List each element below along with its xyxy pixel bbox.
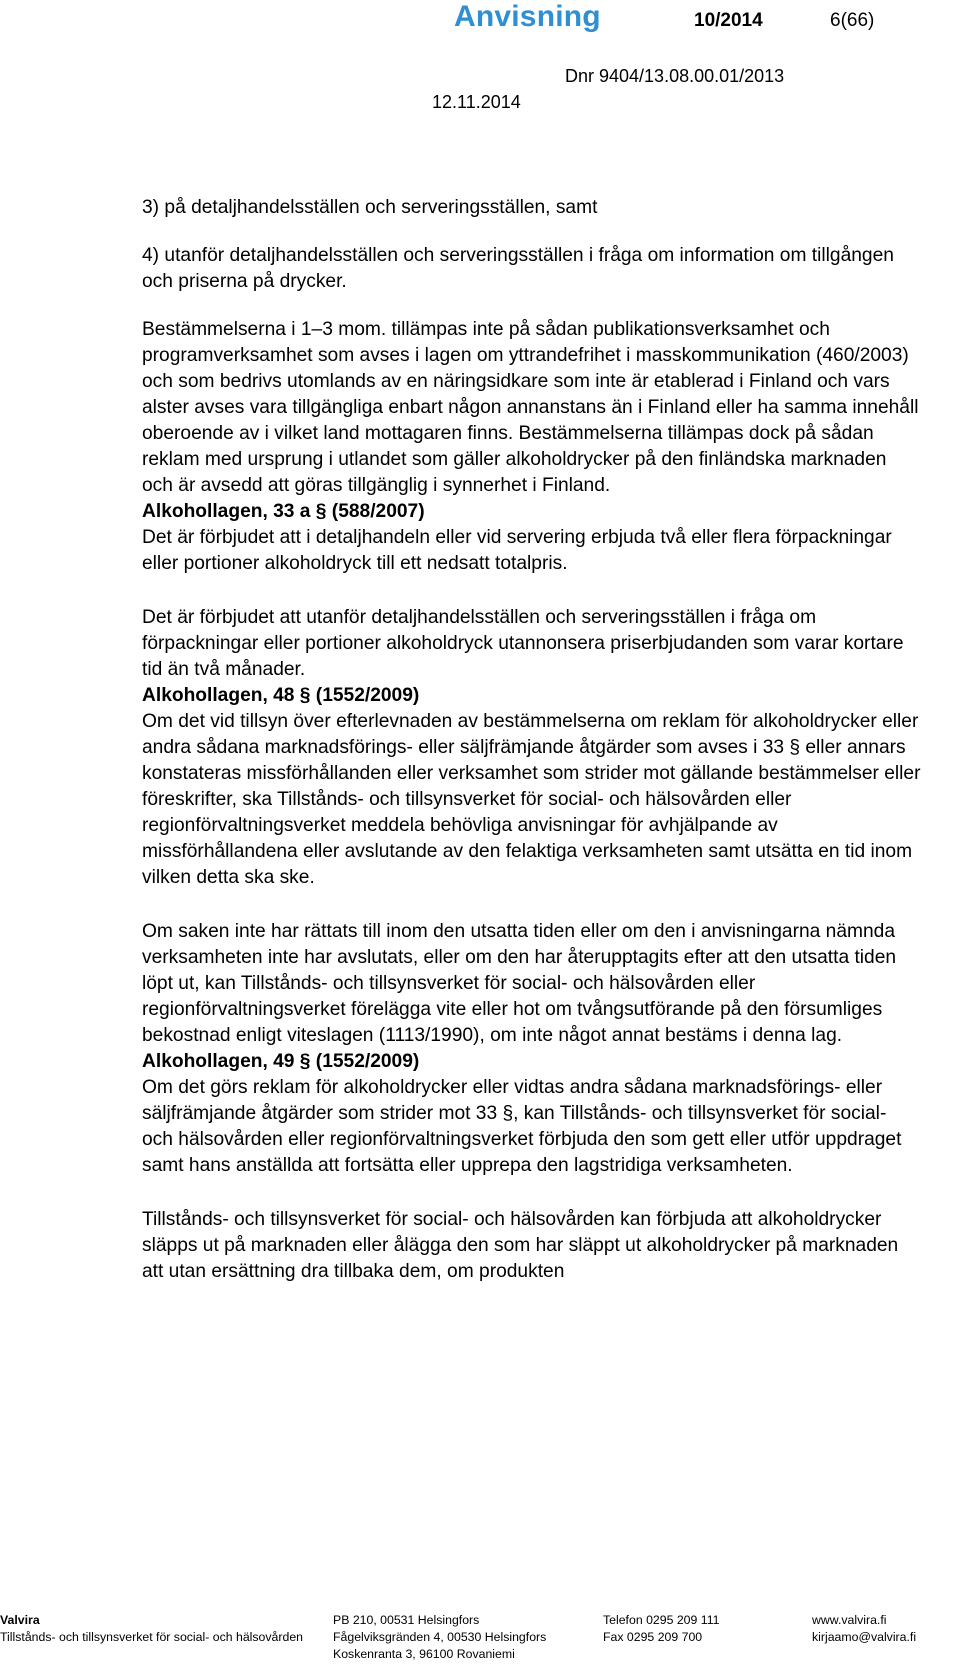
diary-number: Dnr 9404/13.08.00.01/2013 <box>565 66 785 86</box>
paragraph: Om det görs reklam för alkoholdrycker eller vidtas andra sådana marknadsförings- eller säljfrämjande åtgärder som strider mot 33 §, kan Tillstånds- och tillsynsverket för social- och hälsovården eller regionförvaltningsverket förbjuda den som gett eller utför uppdraget samt hans anställda att fortsätta eller upprepa den lagstridiga verksamheten. <box>142 1077 902 1176</box>
paragraph: Om saken inte har rättats till inom den utsatta tiden eller om den i anvisningarna nämnda verksamheten inte har avslutats, eller om den har återupptagits efter att den utsatta tiden löpt ut, kan Tillstånds- och tillsynsverket för social- och hälsovården eller regionförvaltningsverket förelägga vite eller hot om tvångsutförande på den försumliges bekostnad enligt viteslagen (1113/1990), om inte något annat bestäms i denna lag. <box>142 921 897 1046</box>
page-number: 6(66) <box>830 10 875 31</box>
footer-web-contacts <box>812 1612 916 1646</box>
section-heading: Alkohollagen, 33 a § (588/2007) <box>142 501 425 522</box>
footer-rovaniemi-address: Koskenranta 3, 96100 Rovaniemi <box>333 1647 515 1661</box>
paragraph: Bestämmelserna i 1–3 mom. tillämpas inte på sådan publikationsverksamhet och programverksamhet som avses i lagen om yttrandefrihet i masskommunikation (460/2003) och som bedrivs utomlands av en näringsidkare som inte är etablerad i Finland och vars alster avses vara tillgängliga enbart någon annanstans än i Finland eller ha samma innehåll oberoende av i vilket land mottagaren finns. Bestämmelserna tillämpas dock på sådan reklam med ursprung i utlandet som gäller alkoholdrycker på den finländska marknaden och är avsedd att göras tillgänglig i synnerhet i Finland. <box>142 319 919 496</box>
paragraph: Det är förbjudet att utanför detaljhandelsställen och serveringsställen i fråga om förpackningar eller portioner alkoholdryck utannonsera priserbjudanden som varar kortare tid än två månader. <box>142 607 904 680</box>
section-heading: Alkohollagen, 48 § (1552/2009) <box>142 685 420 706</box>
footer-org-name: Valvira <box>0 1613 40 1627</box>
footer-org-full-name: Tillstånds- och tillsynsverket för social- och hälsovården <box>0 1630 303 1644</box>
footer-fax: Fax 0295 209 700 <box>603 1630 703 1644</box>
document-date: 12.11.2014 <box>432 92 521 112</box>
document-type-title: Anvisning <box>454 0 601 33</box>
footer-addresses <box>333 1612 546 1663</box>
issue-number: 10/2014 <box>694 10 763 31</box>
page-footer <box>0 1612 960 1667</box>
section-heading: Alkohollagen, 49 § (1552/2009) <box>142 1051 420 1072</box>
footer-postal-address: PB 210, 00531 Helsingfors <box>333 1613 480 1627</box>
footer-phone: Telefon 0295 209 111 <box>603 1613 720 1627</box>
paragraph: 4) utanför detaljhandelsställen och serveringsställen i fråga om information om tillgången och priserna på drycker. <box>142 245 894 292</box>
paragraph: Tillstånds- och tillsynsverket för social- och hälsovården kan förbjuda att alkoholdrycker släpps ut på marknaden eller ålägga den som har släppt ut alkoholdrycker på marknaden att utan ersättning dra tillbaka dem, om produkten <box>142 1209 899 1282</box>
footer-phone-fax <box>603 1612 719 1646</box>
footer-street-address: Fågelviksgränden 4, 00530 Helsingfors <box>333 1630 547 1644</box>
footer-website-link[interactable]: www.valvira.fi <box>812 1613 887 1627</box>
document-body <box>142 195 922 1285</box>
paragraph: 3) på detaljhandelsställen och serveringsställen, samt <box>142 197 598 218</box>
footer-organization <box>0 1612 303 1646</box>
paragraph: Det är förbjudet att i detaljhandeln eller vid servering erbjuda två eller flera förpackningar eller portioner alkoholdryck till ett nedsatt totalpris. <box>142 527 892 574</box>
paragraph: Om det vid tillsyn över efterlevnaden av bestämmelserna om reklam för alkoholdrycker eller andra sådana marknadsförings- eller säljfrämjande åtgärder som avses i 33 § eller annars konstateras missförhållanden eller verksamhet som strider mot gällande bestämmelser eller föreskrifter, ska Tillstånds- och tillsynsverket för social- och hälsovården eller regionförvaltningsverket meddela behövliga anvisningar för avhjälpande av missförhållandena eller avslutande av den felaktiga verksamheten samt utsätta en tid inom vilken detta ska ske. <box>142 711 921 888</box>
footer-email-link[interactable]: kirjaamo@valvira.fi <box>812 1630 917 1644</box>
